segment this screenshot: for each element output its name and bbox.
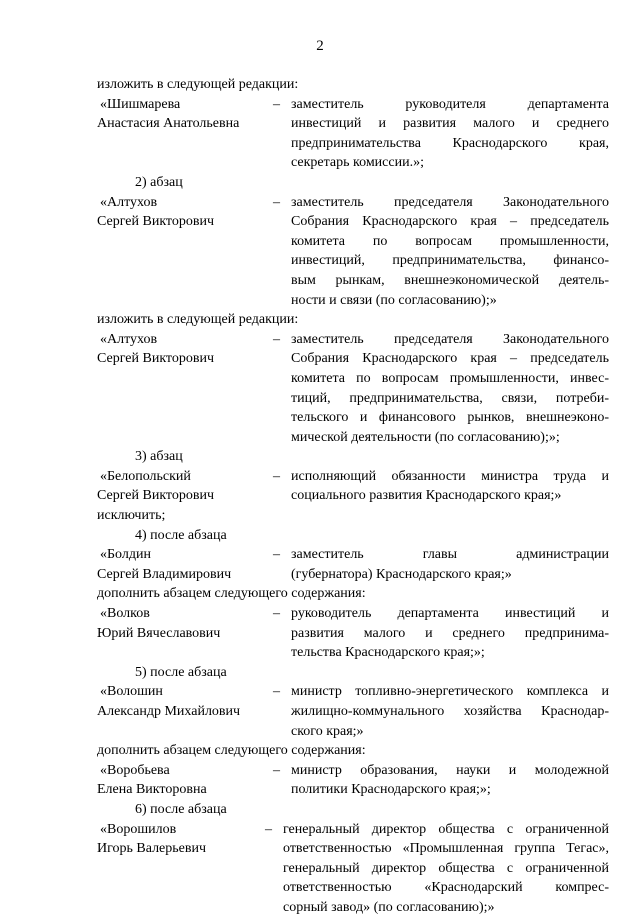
page-number: 2 — [316, 38, 324, 54]
member-name — [97, 467, 273, 506]
member-name-line: «Ворошилов — [100, 821, 177, 837]
member-name-line: «Воробьева — [100, 762, 170, 778]
member-name — [97, 604, 273, 643]
commission-member-entry — [97, 545, 609, 584]
member-position-line: заместитель председателя Законодательного — [291, 331, 609, 347]
member-name — [97, 330, 273, 369]
member-position — [291, 467, 609, 506]
dash-separator: – — [273, 606, 280, 622]
member-name-line: Сергей Викторович — [97, 351, 215, 367]
dash-separator: – — [273, 547, 280, 563]
commission-member-entry — [97, 330, 609, 448]
member-position-line: комитета по вопросам промышленности, инвес- — [291, 370, 609, 386]
member-position-line: инвестиций, предпринимательства, финансо- — [291, 253, 609, 269]
member-position-line: тиций, предпринимательства, связи, потреби- — [291, 390, 609, 406]
paragraph-item: 3) абзац — [135, 449, 183, 465]
member-position-line: генеральный директор общества с ограниченной — [283, 860, 609, 876]
member-name-line: «Шишмарева — [100, 96, 181, 112]
member-position-line: заместитель главы администрации — [291, 547, 609, 563]
dash-separator: – — [273, 194, 280, 210]
dash-separator: – — [273, 468, 280, 484]
dash-separator: – — [273, 684, 280, 700]
member-position-line: социального развития Краснодарского края;» — [291, 488, 562, 504]
paragraph-item: 2) абзац — [135, 174, 183, 190]
commission-member-entry — [97, 761, 609, 800]
member-position-line: генеральный директор общества с ограниченной — [283, 821, 609, 837]
member-position-line: Собрания Краснодарского края – председатель — [291, 351, 609, 367]
member-name — [97, 682, 273, 721]
member-name-line: Елена Викторовна — [97, 782, 207, 798]
member-name — [97, 193, 273, 232]
member-position-line: министр топливно-энергетического комплекса и — [291, 684, 609, 700]
member-position-line: комитета по вопросам промышленности, — [291, 233, 609, 249]
member-name-line: «Болдин — [100, 547, 151, 563]
member-position — [291, 95, 609, 173]
member-position-line: тельского и финансового рынков, внешнеэконо- — [291, 410, 609, 426]
instruction-text: изложить в следующей редакции: — [97, 77, 299, 92]
member-position — [291, 193, 609, 311]
member-position-line: предпринимательства Краснодарского края, — [291, 135, 609, 151]
commission-member-entry — [97, 95, 609, 173]
member-name-line: «Алтухов — [100, 194, 158, 210]
commission-member-entry — [97, 682, 609, 741]
member-name-line: Александр Михайлович — [97, 704, 241, 719]
member-name-line: Сергей Викторович — [97, 488, 215, 504]
dash-separator: – — [273, 96, 280, 112]
dash-separator: – — [273, 762, 280, 778]
member-name-line: «Волошин — [100, 684, 163, 700]
member-position-line: руководитель департамента инвестиций и — [291, 606, 609, 622]
member-position — [291, 604, 609, 663]
member-position-line: развития малого и среднего предпринима- — [291, 625, 609, 641]
member-name-line: Юрий Вячеславович — [97, 625, 221, 641]
member-position-line: (губернатора) Краснодарского края;» — [291, 566, 512, 582]
member-position-line: ответственностью «Краснодарский компрес- — [283, 880, 609, 896]
member-name-line: «Волков — [100, 606, 150, 622]
member-position — [283, 820, 609, 918]
member-name-line: Сергей Викторович — [97, 214, 215, 230]
document-body — [97, 75, 609, 918]
member-name-line: Анастасия Анатольевна — [97, 116, 240, 132]
commission-member-entry — [97, 467, 609, 506]
paragraph-item: 6) после абзаца — [135, 801, 227, 817]
member-position-line: министр образования, науки и молодежной — [291, 762, 609, 778]
member-name-line: Игорь Валерьевич — [97, 841, 207, 857]
commission-member-entry — [97, 820, 609, 918]
member-position-line: сорный завод» (по согласованию);» — [283, 899, 495, 915]
member-position — [291, 545, 609, 584]
member-name — [97, 820, 265, 859]
member-name-line: «Алтухов — [100, 331, 158, 347]
member-position-line: заместитель руководителя департамента — [291, 96, 609, 112]
member-position-line: Собрания Краснодарского края – председатель — [291, 214, 609, 230]
member-position-line: ности и связи (по согласованию);» — [291, 292, 497, 308]
paragraph-item: 5) после абзаца — [135, 664, 227, 680]
member-position — [291, 761, 609, 800]
member-name — [97, 545, 273, 584]
dash-separator: – — [265, 821, 272, 837]
member-name-line: «Белопольский — [100, 468, 191, 484]
member-position — [291, 682, 609, 741]
member-position-line: секретарь комиссии.»; — [291, 155, 424, 171]
member-position-line: тельства Краснодарского края;»; — [291, 645, 485, 661]
member-position-line: инвестиций и развития малого и среднего — [291, 116, 609, 132]
instruction-text: дополнить абзацем следующего содержания: — [97, 586, 366, 602]
commission-member-entry — [97, 193, 609, 311]
member-position-line: заместитель председателя Законодательного — [291, 194, 609, 210]
member-position-line: жилищно-коммунального хозяйства Краснодар- — [291, 704, 609, 719]
member-position-line: исполняющий обязанности министра труда и — [291, 468, 609, 484]
member-name — [97, 95, 273, 134]
member-position-line: ответственностью «Промышленная группа Тегас», — [283, 841, 609, 857]
instruction-text: исключить; — [97, 508, 166, 524]
commission-member-entry — [97, 604, 609, 663]
member-position — [291, 330, 609, 448]
member-position-line: мической деятельности (по согласованию);»; — [291, 429, 560, 445]
member-position-line: вым рынкам, внешнеэкономической деятель- — [291, 272, 609, 288]
instruction-text: изложить в следующей редакции: — [97, 312, 299, 328]
instruction-text: дополнить абзацем следующего содержания: — [97, 743, 366, 759]
member-position-line: ского края;» — [291, 723, 364, 739]
member-name-line: Сергей Владимирович — [97, 566, 232, 582]
member-position-line: политики Краснодарского края;»; — [291, 782, 491, 798]
paragraph-item: 4) после абзаца — [135, 527, 227, 543]
member-name — [97, 761, 273, 800]
dash-separator: – — [273, 331, 280, 347]
